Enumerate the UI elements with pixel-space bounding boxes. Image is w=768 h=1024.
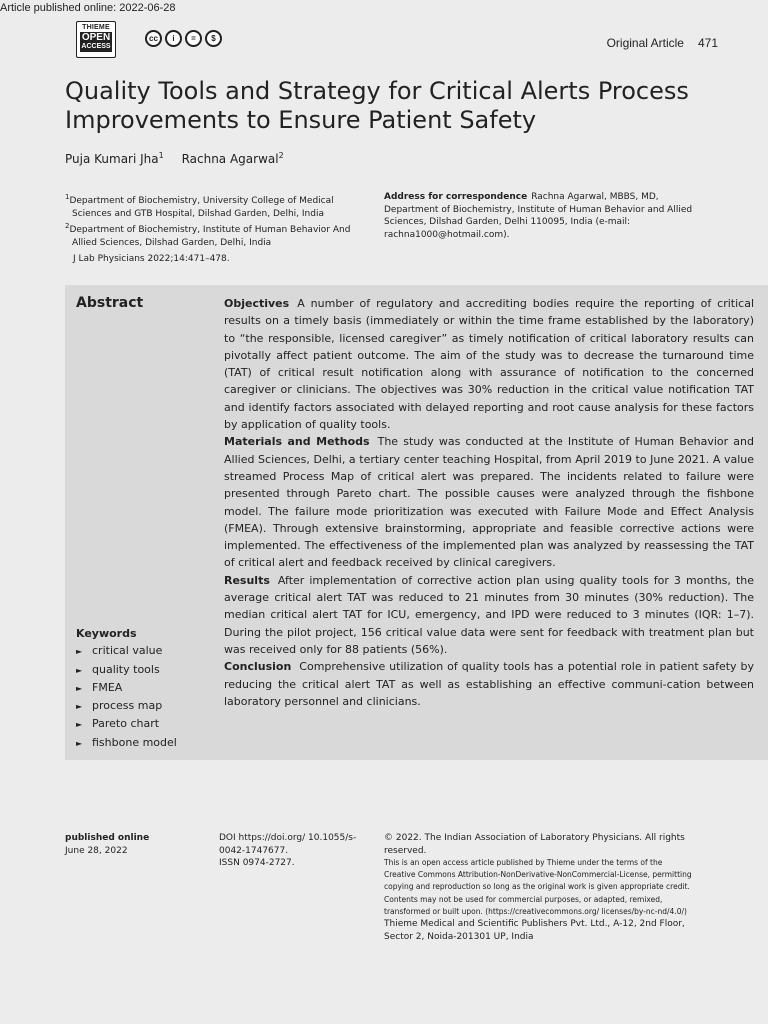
abstract-heading: Abstract	[76, 295, 144, 311]
affiliation-item: $^1$Department of Biochemistry, University College of Medical Sciences and GTB Hospital, Dilshad Garden, Delhi, India	[65, 193, 334, 219]
author-name: Rachna Agarwal	[181, 152, 279, 166]
copyright-text: © 2022. The Indian Association of Laboratory Physicians. All rights reserved.	[384, 833, 685, 856]
doi-line: DOI https://doi.org/ 10.1055/s-0042-1747677.	[219, 833, 357, 856]
logo-open-access	[80, 32, 112, 52]
affiliation-item: $^2$Department of Biochemistry, Institute of Human Behavior And Allied Sciences, Dilshad Garden, Delhi, India	[65, 222, 351, 248]
license-text: This is an open access article published by Thieme under the terms of the Creative Commons Attribution-NonDerivative-NonCommercial-License, permitting copying and reproduction so long as the original work is given appropriate credit. Contents may not be used for commercial purposes, or adapted, remixed, transformed or built upon. (https://creativecommons.org/ licenses/by-nc-nd/4.0/)	[384, 858, 692, 916]
author-affil-marker: 1	[158, 151, 164, 160]
correspondence-text: Rachna Agarwal, MBBS, MD, Department of Biochemistry, Institute of Human Behavior and Allied Sciences, Dilshad Garden, Delhi 110095, India (e-mail: rachna1000@hotmail.com).	[384, 192, 693, 240]
license-icons	[145, 30, 222, 47]
journal-citation: J Lab Physicians 2022;14:471–478.	[73, 254, 230, 264]
noncommercial-icon: $	[205, 30, 222, 47]
noderivatives-icon: =	[185, 30, 202, 47]
abstract-conclusion: Conclusion Comprehensive utilization of quality tools has a potential role in patient safety by reducing the critical alert TAT as well as establishing an effective communi-cation between laboratory personnel and clinicians.	[224, 660, 754, 708]
abstract-panel	[65, 285, 768, 760]
running-header	[607, 36, 718, 50]
keyword-item: ► Pareto chart	[76, 715, 177, 733]
cc-icon: cc	[145, 30, 162, 47]
copyright-block	[384, 832, 694, 943]
article-type: Original Article	[606, 36, 684, 50]
published-online-note: Article published online: 2022-06-28	[0, 2, 176, 14]
attribution-icon: i	[165, 30, 182, 47]
author-name: Puja Kumari Jha	[65, 152, 159, 166]
keywords-block	[76, 625, 177, 752]
affiliations	[65, 191, 370, 249]
issn-line: ISSN 0974-2727.	[219, 858, 295, 868]
abstract-body	[224, 295, 754, 710]
logo-access: ACCESS	[81, 43, 111, 50]
keyword-item: ► fishbone model	[76, 734, 177, 752]
keywords-heading: Keywords	[76, 627, 137, 640]
article-title: Quality Tools and Strategy for Critical Alerts Process Improvements to Ensure Patient Safety	[65, 77, 689, 134]
publisher-address: Thieme Medical and Scientific Publishers Pvt. Ltd., A-12, 2nd Floor, Sector 2, Noida-201301 UP, India	[384, 919, 685, 942]
page-number: 471	[697, 36, 718, 50]
logo-open: OPEN	[81, 32, 111, 43]
author-list	[65, 151, 284, 166]
published-label: published online	[65, 833, 150, 843]
publication-date-block	[65, 832, 205, 857]
logo-publisher: THIEME	[82, 24, 110, 31]
keyword-item: ► process map	[76, 697, 177, 715]
abstract-objectives: Objectives A number of regulatory and accrediting bodies require the reporting of critical results on a timely basis (immediately or within the time frame established by the laboratory) to “the responsible, licensed caregiver” as timely notification of critical laboratory results can pivotally affect patient outcome. The aim of the study was to decrease the turnaround time (TAT) of critical result notification along with assurance of notification to the concerned caregiver or clinicians. The objectives was 30% reduction in the critical value notification TAT and identify factors associated with delayed reporting and root cause analysis for these factors by application of quality tools.	[224, 297, 754, 432]
identifier-block	[219, 832, 369, 870]
correspondence-label: Address for correspondence	[384, 192, 528, 202]
abstract-results: Results After implementation of corrective action plan using quality tools for 3 months, the average critical alert TAT was reduced to 21 minutes from 30 minutes (30% reduction). The median critical alert TAT for ICU, emergency, and IPD were reduced to 3 minutes (IQR: 1–7). During the pilot project, 156 critical value data were sent for feedback with treatment plan but was received only for 88 patients (56%).	[224, 573, 754, 656]
keyword-list	[76, 642, 177, 752]
keyword-item: ► critical value	[76, 642, 177, 660]
thieme-open-access-logo	[76, 21, 116, 58]
correspondence-address	[384, 191, 694, 241]
published-date: June 28, 2022	[65, 845, 128, 856]
author-affil-marker: 2	[278, 151, 284, 160]
keyword-item: ► FMEA	[76, 679, 177, 697]
keyword-item: ► quality tools	[76, 661, 177, 679]
doi-link[interactable]: https://doi.org/ 10.1055/s-0042-1747677.	[219, 833, 357, 856]
abstract-methods: Materials and Methods The study was conducted at the Institute of Human Behavior and Allied Sciences, Delhi, a tertiary center teaching Hospital, from April 2019 to June 2021. A value streamed Process Map of critical alert was prepared. The incidents related to failure were presented through Pareto chart. The possible causes were analyzed through the fishbone model. The failure mode prioritization was executed with Failure Mode and Effect Analysis (FMEA). Through extensive brainstorming, appropriate and feasible corrective actions were implemented. The effectiveness of the implemented plan was analyzed by reassessing the TAT of critical alert and feedback received by clinical caregivers.	[224, 435, 754, 570]
